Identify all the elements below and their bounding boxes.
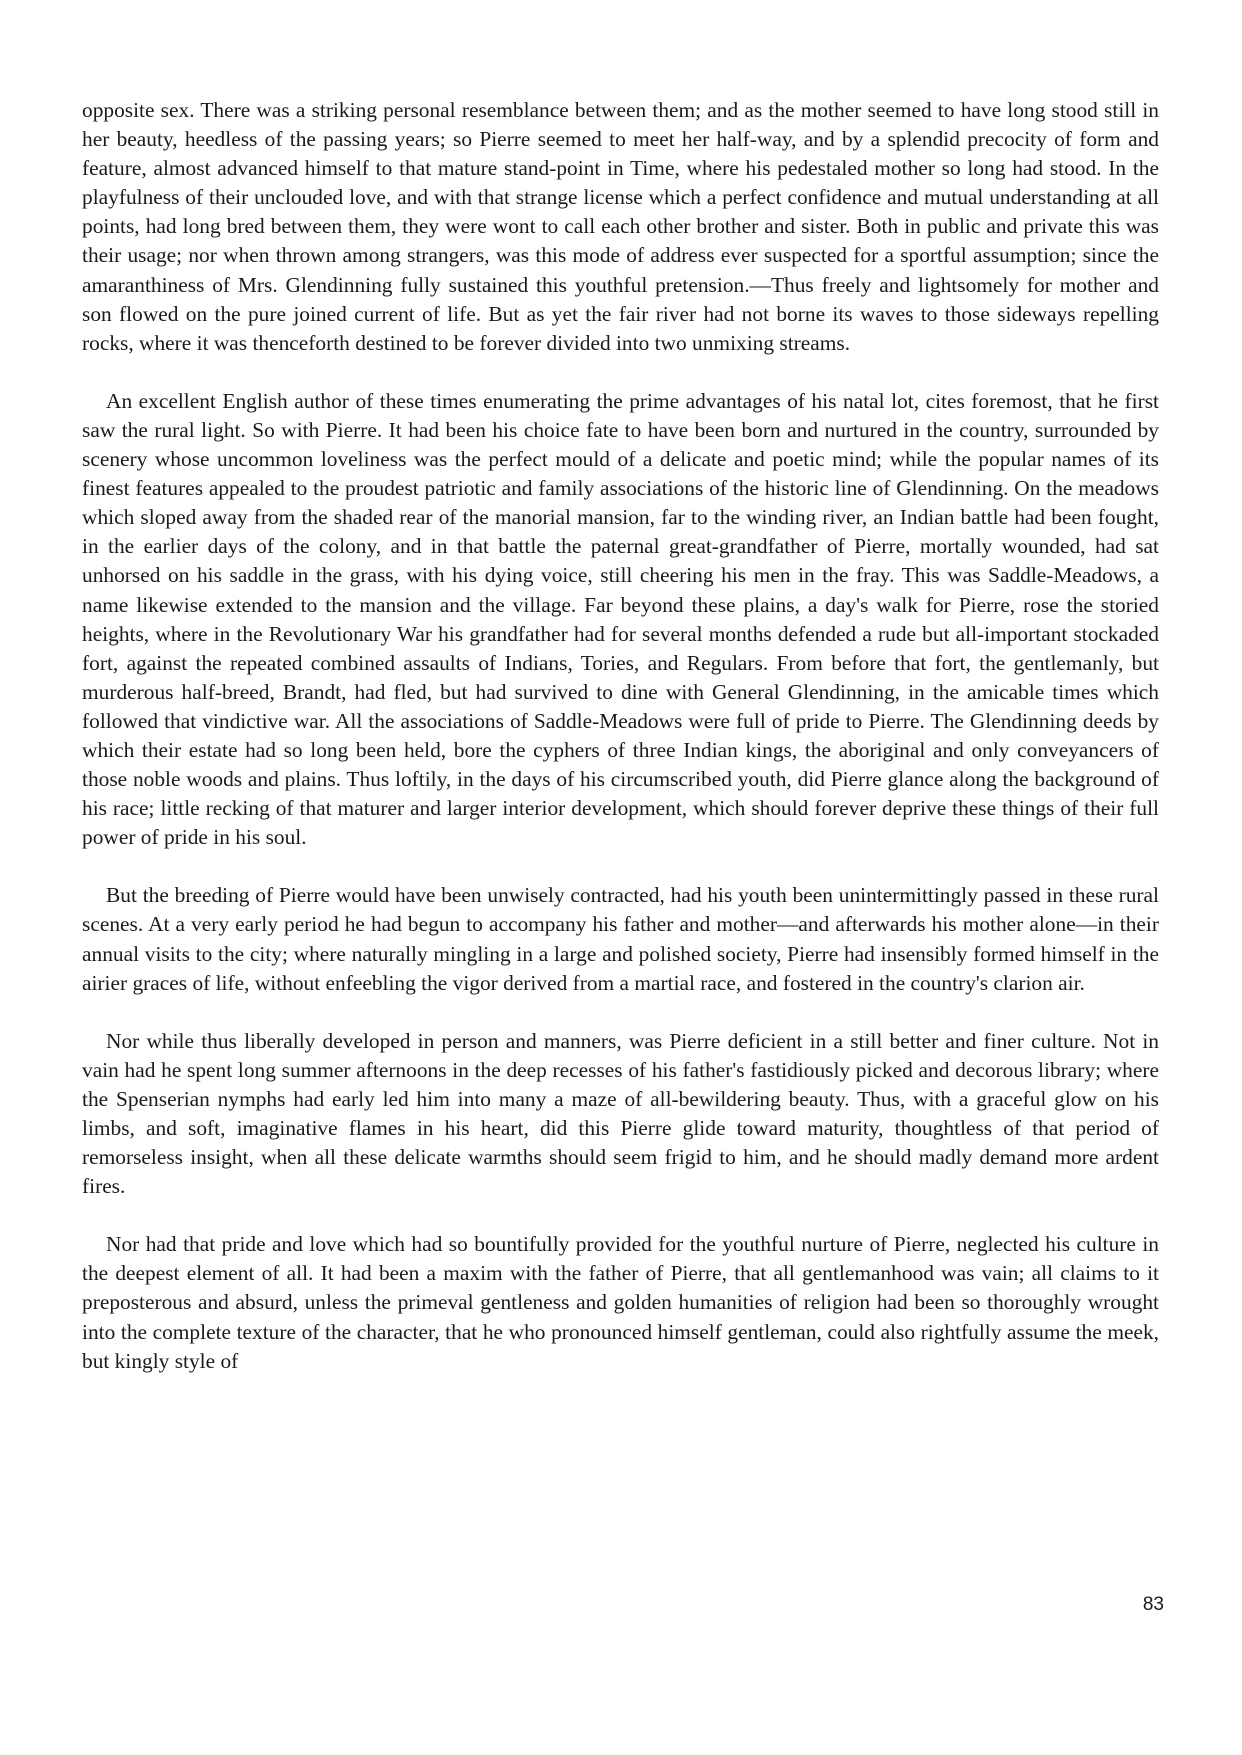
paragraph-2: An excellent English author of these times enumerating the prime advantages of his natal lot, cites foremost, that he first saw the rural light. So with Pierre. It had been his choice fate to have been born and nurtured in the country, surrounded by scenery whose uncommon loveliness was the perfect mould of a delicate and poetic mind; while the popular names of its finest features appealed to the proudest patriotic and family associations of the historic line of Glendinning. On the meadows which sloped away from the shaded rear of the manorial mansion, far to the winding river, an Indian battle had been fought, in the earlier days of the colony, and in that battle the paternal great-grandfather of Pierre, mortally wounded, had sat unhorsed on his saddle in the grass, with his dying voice, still cheering his men in the fray. This was Saddle-Meadows, a name likewise extended to the mansion and the village. Far beyond these plains, a day's walk for Pierre, rose the storied heights, where in the Revolutionary War his grandfather had for several months defended a rude but all-important stockaded fort, against the repeated combined assaults of Indians, Tories, and Regulars. From before that fort, the gentlemanly, but murderous half-breed, Brandt, had fled, but had survived to dine with General Glendinning, in the amicable times which followed that vindictive war. All the associations of Saddle-Meadows were full of pride to Pierre. The Glendinning deeds by which their estate had so long been held, bore the cyphers of three Indian kings, the aboriginal and only conveyancers of those noble woods and plains. Thus loftily, in the days of his circumscribed youth, did Pierre glance along the background of his race; little recking of that maturer and larger interior development, which should forever deprive these things of their full power of pride in his soul.	[82, 388, 1159, 850]
paragraph-4: Nor while thus liberally developed in person and manners, was Pierre deficient in a still better and finer culture. Not in vain had he spent long summer afternoons in the deep recesses of his father's fastidiously picked and decorous library; where the Spenserian nymphs had early led him into many a maze of all-bewildering beauty. Thus, with a graceful glow on his limbs, and soft, imaginative flames in his heart, did this Pierre glide toward maturity, thoughtless of that period of remorseless insight, when all these delicate warmths should seem frigid to him, and he should madly demand more ardent fires.	[82, 1028, 1159, 1199]
page-number: 83	[1142, 1594, 1164, 1615]
paragraph-1: opposite sex. There was a striking personal resemblance between them; and as the mother seemed to have long stood still in her beauty, heedless of the passing years; so Pierre seemed to meet her half-way, and by a splendid precocity of form and feature, almost advanced himself to that mature stand-point in Time, where his pedestaled mother so long had stood. In the playfulness of their unclouded love, and with that strange license which a perfect confidence and mutual understanding at all points, had long bred between them, they were wont to call each other brother and sister. Both in public and private this was their usage; nor when thrown among strangers, was this mode of address ever suspected for a sportful assumption; since the amaranthiness of Mrs. Glendinning fully sustained this youthful pretension.—Thus freely and lightsomely for mother and son flowed on the pure joined current of life. But as yet the fair river had not borne its waves to those sideways repelling rocks, where it was thenceforth destined to be forever divided into two unmixing streams.	[82, 98, 1159, 355]
paragraph-3: But the breeding of Pierre would have been unwisely contracted, had his youth been unintermittingly passed in these rural scenes. At a very early period he had begun to accompany his father and mother—and afterwards his mother alone—in their annual visits to the city; where naturally mingling in a large and polished society, Pierre had insensibly formed himself in the airier graces of life, without enfeebling the vigor derived from a martial race, and fostered in the country's clarion air.	[82, 883, 1159, 995]
paragraph-5: Nor had that pride and love which had so bountifully provided for the youthful nurture of Pierre, neglected his culture in the deepest element of all. It had been a maxim with the father of Pierre, that all gentlemanhood was vain; all claims to it preposterous and absurd, unless the primeval gentleness and golden humanities of religion had been so thoroughly wrought into the complete texture of the character, that he who pronounced himself gentleman, could also rightfully assume the meek, but kingly style of	[82, 1232, 1159, 1373]
body-text	[82, 96, 1159, 1376]
